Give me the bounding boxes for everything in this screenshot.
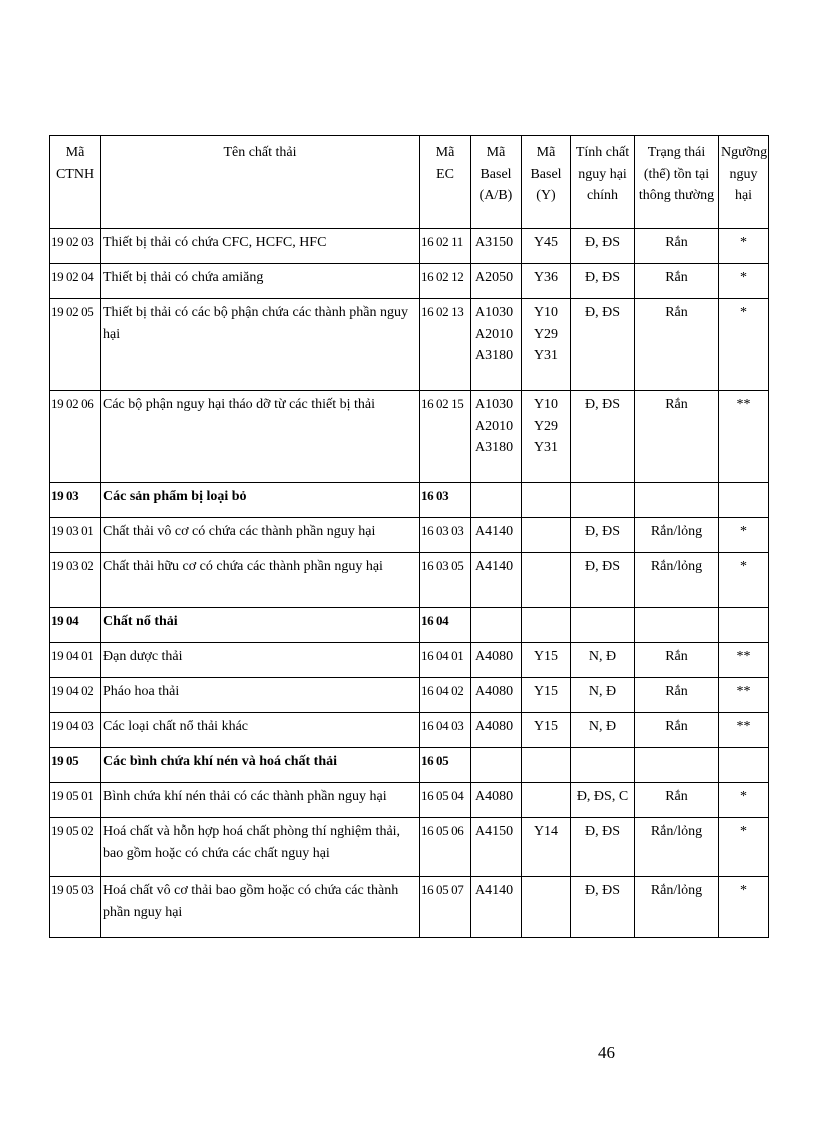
table-group-row: [50, 608, 769, 643]
cell-ten-chat-thai: Đạn dược thải: [101, 643, 420, 678]
cell-ma-ctnh: 19 02 05: [50, 299, 101, 391]
table-row: [50, 678, 769, 713]
cell-basel-ab: A4140: [471, 518, 522, 553]
page-number: 46: [598, 1043, 615, 1062]
cell-trang-thai: Rắn: [635, 391, 719, 483]
cell-ma-ctnh: 19 03 01: [50, 518, 101, 553]
cell-basel-y: [522, 483, 571, 518]
cell-ten-chat-thai: Pháo hoa thải: [101, 678, 420, 713]
table-group-row: [50, 483, 769, 518]
cell-basel-y: Y10 Y29 Y31: [522, 299, 571, 391]
cell-trang-thai: Rắn: [635, 264, 719, 299]
table-row: [50, 264, 769, 299]
cell-nguong: *: [719, 818, 769, 877]
cell-ten-chat-thai: Bình chứa khí nén thải có các thành phần nguy hại: [101, 783, 420, 818]
cell-nguong: *: [719, 518, 769, 553]
cell-tinh-chat: Đ, ĐS, C: [571, 783, 635, 818]
cell-tinh-chat: Đ, ĐS: [571, 877, 635, 938]
cell-basel-ab: [471, 608, 522, 643]
table-row: [50, 518, 769, 553]
cell-trang-thai: Rắn: [635, 713, 719, 748]
table-group-row: [50, 748, 769, 783]
cell-trang-thai: [635, 748, 719, 783]
cell-ten-chat-thai: Thiết bị thải có các bộ phận chứa các thành phần nguy hại: [101, 299, 420, 391]
table-header-row: [50, 136, 769, 229]
cell-basel-ab: A4080: [471, 783, 522, 818]
cell-nguong: *: [719, 877, 769, 938]
cell-tinh-chat: Đ, ĐS: [571, 391, 635, 483]
cell-ten-chat-thai: Hoá chất vô cơ thải bao gồm hoặc có chứa các thành phần nguy hại: [101, 877, 420, 938]
cell-ten-chat-thai: Các loại chất nổ thải khác: [101, 713, 420, 748]
header-nguong: Ngưỡng nguy hại: [719, 136, 769, 229]
cell-ma-ec: 16 02 15: [420, 391, 471, 483]
cell-ten-chat-thai: Thiết bị thải có chứa amiăng: [101, 264, 420, 299]
header-tinh-chat: Tính chất nguy hại chính: [571, 136, 635, 229]
cell-ten-chat-thai: Các bộ phận nguy hại tháo dỡ từ các thiết bị thải: [101, 391, 420, 483]
cell-trang-thai: Rắn: [635, 229, 719, 264]
cell-ten-chat-thai: Chất nổ thải: [101, 608, 420, 643]
cell-tinh-chat: [571, 483, 635, 518]
cell-ma-ec: 16 02 13: [420, 299, 471, 391]
table-row: [50, 643, 769, 678]
cell-nguong: *: [719, 553, 769, 608]
cell-ma-ctnh: 19 03 02: [50, 553, 101, 608]
cell-ma-ec: 16 02 12: [420, 264, 471, 299]
cell-tinh-chat: Đ, ĐS: [571, 229, 635, 264]
cell-basel-y: Y15: [522, 713, 571, 748]
cell-ma-ctnh: 19 04 01: [50, 643, 101, 678]
cell-trang-thai: [635, 483, 719, 518]
cell-nguong: [719, 608, 769, 643]
cell-nguong: *: [719, 264, 769, 299]
cell-trang-thai: Rắn: [635, 678, 719, 713]
table-row: [50, 553, 769, 608]
header-ma-basel-ab: Mã Basel (A/B): [471, 136, 522, 229]
cell-nguong: **: [719, 713, 769, 748]
cell-ma-ctnh: 19 04 03: [50, 713, 101, 748]
header-ma-ctnh: Mã CTNH: [50, 136, 101, 229]
cell-ma-ec: 16 04: [420, 608, 471, 643]
cell-ma-ec: 16 03: [420, 483, 471, 518]
cell-ma-ec: 16 05 04: [420, 783, 471, 818]
cell-basel-y: [522, 783, 571, 818]
cell-basel-ab: A1030 A2010 A3180: [471, 391, 522, 483]
cell-basel-ab: A1030 A2010 A3180: [471, 299, 522, 391]
cell-trang-thai: Rắn: [635, 783, 719, 818]
cell-tinh-chat: [571, 608, 635, 643]
cell-ma-ec: 16 05 07: [420, 877, 471, 938]
cell-ten-chat-thai: Các bình chứa khí nén và hoá chất thải: [101, 748, 420, 783]
cell-trang-thai: Rắn: [635, 299, 719, 391]
cell-trang-thai: Rắn/lỏng: [635, 518, 719, 553]
cell-ten-chat-thai: Chất thải vô cơ có chứa các thành phần nguy hại: [101, 518, 420, 553]
cell-trang-thai: Rắn/lỏng: [635, 818, 719, 877]
cell-nguong: *: [719, 783, 769, 818]
table-row: [50, 713, 769, 748]
cell-tinh-chat: Đ, ĐS: [571, 518, 635, 553]
cell-basel-ab: A4080: [471, 643, 522, 678]
table-row: [50, 299, 769, 391]
hazardous-waste-table: [49, 135, 769, 938]
cell-basel-y: [522, 608, 571, 643]
cell-ten-chat-thai: Hoá chất và hỗn hợp hoá chất phòng thí nghiệm thải, bao gồm hoặc có chứa các chất nguy hại: [101, 818, 420, 877]
cell-basel-ab: A4080: [471, 678, 522, 713]
cell-ma-ec: 16 05: [420, 748, 471, 783]
cell-basel-y: Y15: [522, 678, 571, 713]
cell-basel-ab: A4140: [471, 877, 522, 938]
cell-trang-thai: Rắn/lỏng: [635, 877, 719, 938]
header-ma-basel-y: Mã Basel (Y): [522, 136, 571, 229]
cell-nguong: **: [719, 678, 769, 713]
cell-ma-ctnh: 19 05 01: [50, 783, 101, 818]
cell-ma-ctnh: 19 04: [50, 608, 101, 643]
cell-ma-ec: 16 04 01: [420, 643, 471, 678]
cell-basel-ab: A2050: [471, 264, 522, 299]
cell-basel-y: Y10 Y29 Y31: [522, 391, 571, 483]
header-ma-ec: Mã EC: [420, 136, 471, 229]
cell-ten-chat-thai: Thiết bị thải có chứa CFC, HCFC, HFC: [101, 229, 420, 264]
cell-ma-ec: 16 04 03: [420, 713, 471, 748]
header-ten-chat-thai: Tên chất thải: [101, 136, 420, 229]
cell-tinh-chat: N, Đ: [571, 713, 635, 748]
table-row: [50, 783, 769, 818]
cell-basel-ab: [471, 748, 522, 783]
cell-nguong: *: [719, 229, 769, 264]
cell-ma-ctnh: 19 05: [50, 748, 101, 783]
cell-ten-chat-thai: Chất thải hữu cơ có chứa các thành phần nguy hại: [101, 553, 420, 608]
cell-ma-ctnh: 19 05 03: [50, 877, 101, 938]
cell-tinh-chat: Đ, ĐS: [571, 553, 635, 608]
cell-basel-y: [522, 518, 571, 553]
cell-trang-thai: Rắn/lỏng: [635, 553, 719, 608]
cell-ma-ec: 16 04 02: [420, 678, 471, 713]
cell-basel-ab: [471, 483, 522, 518]
cell-nguong: [719, 748, 769, 783]
cell-nguong: **: [719, 391, 769, 483]
table-row: [50, 229, 769, 264]
cell-ma-ec: 16 03 03: [420, 518, 471, 553]
cell-basel-ab: A4150: [471, 818, 522, 877]
cell-basel-y: Y15: [522, 643, 571, 678]
cell-ma-ctnh: 19 02 06: [50, 391, 101, 483]
cell-ma-ctnh: 19 04 02: [50, 678, 101, 713]
cell-nguong: **: [719, 643, 769, 678]
cell-tinh-chat: Đ, ĐS: [571, 264, 635, 299]
table-row: [50, 818, 769, 877]
cell-basel-y: [522, 553, 571, 608]
table-row: [50, 391, 769, 483]
cell-basel-y: [522, 877, 571, 938]
cell-trang-thai: Rắn: [635, 643, 719, 678]
cell-ma-ec: 16 05 06: [420, 818, 471, 877]
cell-tinh-chat: N, Đ: [571, 643, 635, 678]
cell-trang-thai: [635, 608, 719, 643]
cell-ma-ec: 16 03 05: [420, 553, 471, 608]
cell-tinh-chat: Đ, ĐS: [571, 818, 635, 877]
table-row: [50, 877, 769, 938]
cell-ma-ctnh: 19 03: [50, 483, 101, 518]
cell-basel-y: [522, 748, 571, 783]
cell-basel-ab: A4080: [471, 713, 522, 748]
cell-ma-ctnh: 19 02 03: [50, 229, 101, 264]
cell-ma-ctnh: 19 02 04: [50, 264, 101, 299]
cell-nguong: [719, 483, 769, 518]
header-trang-thai: Trạng thái (thể) tồn tại thông thường: [635, 136, 719, 229]
cell-nguong: *: [719, 299, 769, 391]
cell-basel-ab: A4140: [471, 553, 522, 608]
cell-basel-y: Y36: [522, 264, 571, 299]
cell-tinh-chat: Đ, ĐS: [571, 299, 635, 391]
cell-basel-y: Y14: [522, 818, 571, 877]
cell-basel-ab: A3150: [471, 229, 522, 264]
cell-tinh-chat: [571, 748, 635, 783]
cell-tinh-chat: N, Đ: [571, 678, 635, 713]
cell-ten-chat-thai: Các sản phẩm bị loại bỏ: [101, 483, 420, 518]
cell-ma-ctnh: 19 05 02: [50, 818, 101, 877]
cell-ma-ec: 16 02 11: [420, 229, 471, 264]
cell-basel-y: Y45: [522, 229, 571, 264]
